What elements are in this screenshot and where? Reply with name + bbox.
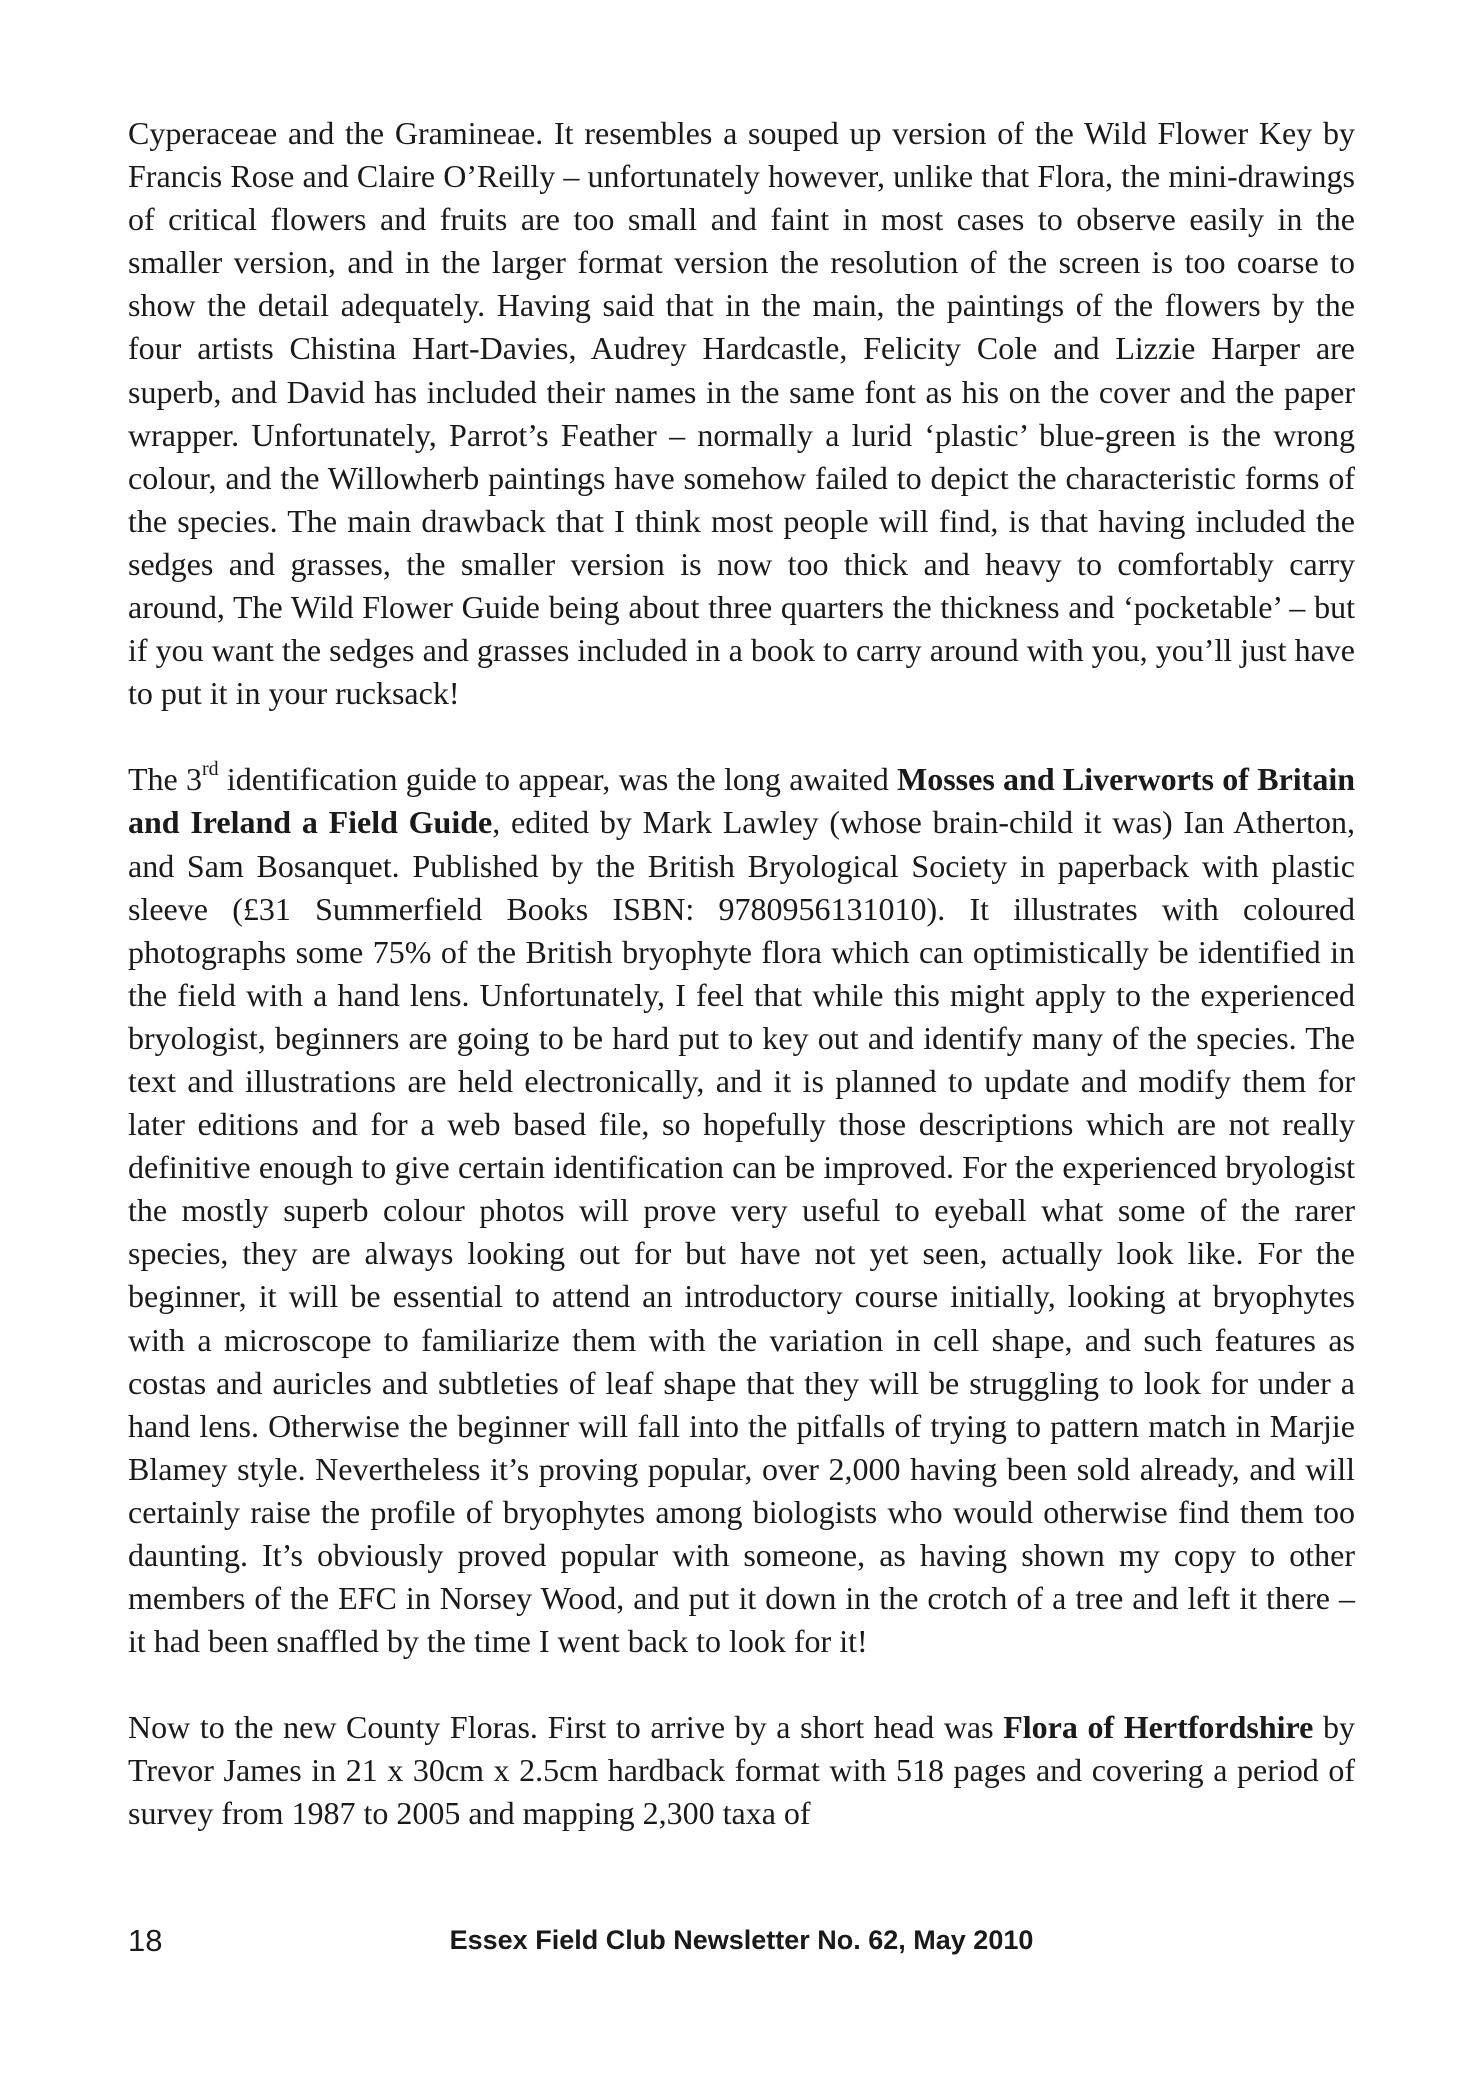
- ordinal-suffix: rd: [202, 758, 219, 781]
- paragraph-text: by Trevor James in 21 x 30cm x 2.5cm hardback format with 518 pages and covering a period of survey from 1987 to 2005 and mapping 2,300 taxa of: [128, 1709, 1356, 1832]
- article-body: [128, 112, 1355, 1836]
- paragraph-text: Cyperaceae and the Gramineae. It resembles a souped up version of the Wild Flower Key by Francis Rose and Claire O’Reilly – unfortunately however, unlike that Flora, the mini-drawings of critical flowers and fruits are too small and faint in most cases to observe easily in the smaller version, and in the larger format version the resolution of the screen is too coarse to show the detail adequately. Having said that in the main, the paintings of the flowers by the four artists Chistina Hart-Davies, Audrey Hardcastle, Felicity Cole and Lizzie Harper are superb, and David has included their names in the same font as his on the cover and the paper wrapper. Unfortunately, Parrot’s Feather – normally a lurid ‘plastic’ blue-green is the wrong colour, and the Willowherb paintings have somehow failed to depict the characteristic forms of the species. The main drawback that I think most people will find, is that having included the sedges and grasses, the smaller version is now too thick and heavy to comfortably carry around, The Wild Flower Guide being about three quarters the thickness and ‘pocketable’ – but if you want the sedges and grasses included in a book to carry around with you, you’ll just have to put it in your rucksack!: [128, 115, 1355, 712]
- paragraph-text: , edited by Mark Lawley (whose brain-child it was) Ian Atherton, and Sam Bosanquet. Published by the British Bryological Society in paperback with plastic sleeve (£31 Summerfield Books ISBN: 9780956131010). It illustrates with coloured photographs some 75% of the British bryophyte flora which can optimistically be identified in the field with a hand lens. Unfortunately, I feel that while this might apply to the experienced bryologist, beginners are going to be hard put to key out and identify many of the species. The text and illustrations are held electronically, and it is planned to update and modify them for later editions and for a web based file, so hopefully those descriptions which are not really definitive enough to give certain identification can be improved. For the experienced bryologist the mostly superb colour photos will prove very useful to eyeball what some of the rarer species, they are always looking out for but have not yet seen, actually look like. For the beginner, it will be essential to attend an introductory course initially, looking at bryophytes with a microscope to familiarize them with the variation in cell shape, and such features as costas and auricles and subtleties of leaf shape that they will be struggling to look for under a hand lens. Otherwise the beginner will fall into the pitfalls of trying to pattern match in Marjie Blamey style. Nevertheless it’s proving popular, over 2,000 having been sold already, and will certainly raise the profile of bryophytes among biologists who would otherwise find them too daunting. It’s obviously proved popular with someone, as having shown my copy to other members of the EFC in Norsey Wood, and put it down in the crotch of a tree and left it there – it had been snaffled by the time I went back to look for it!: [128, 804, 1356, 1660]
- paragraph-wild-flower-guide: [128, 112, 1355, 715]
- page-footer: [128, 1923, 1355, 1959]
- paragraph-text: identification guide to appear, was the long awaited: [218, 761, 897, 798]
- book-title-mosses: Mosses and Liverworts of Britain and Ireland a Field Guide: [128, 761, 1356, 841]
- paragraph-text: The 3: [128, 761, 203, 798]
- newsletter-title: Essex Field Club Newsletter No. 62, May 2010: [449, 1925, 1034, 1955]
- paragraph-mosses-guide: [128, 758, 1355, 1663]
- paragraph-text: Now to the new County Floras. First to arrive by a short head was: [128, 1709, 1004, 1746]
- book-title-hertfordshire: Flora of Hertfordshire: [1003, 1709, 1314, 1746]
- page-number: 18: [128, 1923, 163, 1958]
- paragraph-county-floras: [128, 1706, 1355, 1835]
